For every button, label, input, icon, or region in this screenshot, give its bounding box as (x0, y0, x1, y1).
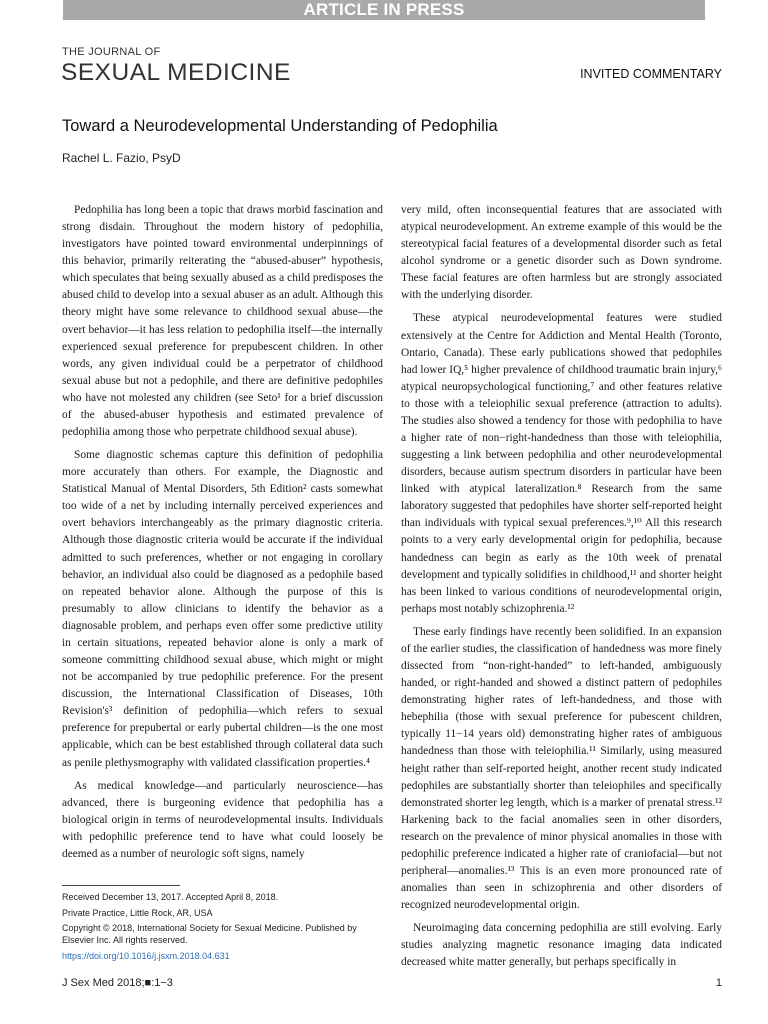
article-title: Toward a Neurodevelopmental Understanding of Pedophilia (62, 117, 498, 135)
body-paragraph: Some diagnostic schemas capture this definition of pedophilia more accurately than others. For example, the Diagnostic and Statistical Manual of Mental Disorders, 5th Edition² casts somewhat too wide of a net by including internally perceived experiences and overt behaviors interchangeably as the primary diagnostic criteria. Although those diagnostic criteria would be accurate if the individual admitted to such preferences, whether or not engaging in corollary behavior, an individual also could be diagnosed as a pedophile based on repeated behavior alone. Although the purpose of this is presumably to allow clinicians to identify the behavior as a diagnosable problem, and perhaps even offer some predictive utility in certain situations, repeated behavior alone is only a mark of someone committing childhood sexual abuse, which might or might not be accompanied by true pedophilic preference. For the present discussion, the International Classification of Diseases, 10th Revision's³ definition of pedophilia—which refers to sexual preference for prepubertal or early pubertal children—is the one most applicable, which can be best established through collateral data such as penile plethysmography with validated classification properties.⁴ (62, 449, 383, 769)
body-paragraph: Pedophilia has long been a topic that draws morbid fascination and strong disdain. Throughout the modern history of pedophilia, investigators have pointed toward environmental underpinnings of this behavior, primarily reiterating the “abused-abuser” hypothesis, which speculates that being sexually abused as a child predisposes the abused child to develop into a sexual abuser as an adult. Although this theory might have some relevance to childhood sexual abuse—the overt behavior—it has less relation to pedophilia itself—the internally experienced sexual preference for prepubescent children. In other words, any given individual could be a perpetrator of childhood sexual abuse but not a pedophile, and there are definitive pedophiles who have not molested any children (see Seto¹ for a brief discussion of the abused-abuser hypothesis and estimated prevalence of pedophilia among those who perpetrate childhood sexual abuse). (62, 204, 383, 439)
section-label: INVITED COMMENTARY (580, 67, 722, 81)
journal-name: SEXUAL MEDICINE (61, 59, 291, 86)
footnote-divider (62, 885, 180, 886)
author-affiliation: Private Practice, Little Rock, AR, USA (62, 907, 213, 918)
body-paragraph: very mild, often inconsequential features that are associated with atypical neurodevelopment. An extreme example of this would be the stereotypical facial features of a developmental disorder such as fetal alcohol syndrome or a genetic disorder such as Down syndrome. These facial features are often harmless but are strongly associated with the underlying disorder. (401, 204, 722, 302)
article-author: Rachel L. Fazio, PsyD (62, 151, 181, 165)
journal-citation: J Sex Med 2018;■:1−3 (62, 977, 173, 989)
body-column-right (401, 202, 722, 971)
body-paragraph: Neuroimaging data concerning pedophilia are still evolving. Early studies analyzing magnetic resonance imaging data indicated decreased white matter generally, but perhaps specifically in (401, 922, 722, 969)
copyright-notice: Copyright © 2018, International Society for Sexual Medicine. Published by Elsevier Inc. All rights reserved. (62, 923, 357, 945)
received-date: Received December 13, 2017. Accepted April 8, 2018. (62, 892, 279, 902)
page-number: 1 (715, 977, 722, 989)
footnotes (62, 891, 383, 962)
article-in-press-banner: ARTICLE IN PRESS (63, 0, 705, 20)
doi-link[interactable]: https://doi.org/10.1016/j.jsxm.2018.04.631 (62, 950, 230, 961)
body-paragraph: These atypical neurodevelopmental features were studied extensively at the Centre for Addiction and Mental Health (Toronto, Ontario, Canada). These early publications showed that pedophiles had lower IQ,⁵ higher prevalence of childhood traumatic brain injury,⁶ atypical neuropsychological functioning,⁷ and other features relative to those with a teleiophilic sexual preference (attraction to adults). The studies also showed a tendency for those with pedophilia to have a higher rate of non−right-handedness than those with teleiophilia, suggesting a link between pedophilia and other neurodevelopmental disorders, because autism spectrum disorders in particular have been linked with atypical lateralization.⁸ Research from the same laboratory suggested that pedophiles have shorter self-reported height than individuals with typical sexual preferences.⁹,¹⁰ All this research points to a very early developmental origin for pedophilia, because handedness can begin as early as the 10th week of prenatal development and typically solidifies in childhood,¹¹ and shorter height has been linked to various conditions of neurodevelopmental origin, perhaps most notably schizophrenia.¹² (401, 312, 722, 615)
body-column-left (62, 202, 383, 863)
body-paragraph: As medical knowledge—and particularly neuroscience—has advanced, there is burgeoning evidence that pedophilia has a biological origin in terms of neurodevelopmental insults. Individuals with pedophilic preference tend to have what could loosely be deemed as a number of neurologic soft signs, namely (62, 779, 383, 860)
body-paragraph: These early findings have recently been solidified. In an expansion of the earlier studies, the classification of handedness was more finely dissected from “non-right-handed” to left-handed, ambiguously handed, or right-handed and showed a distinct pattern of pedophiles demonstrating higher rates of left-handedness, and those with hebephilia (those with sexual preference for pubescent children, typically 11−14 years old) demonstrating higher rates of ambiguous handedness than those with teleiophilia.¹¹ Similarly, using measured height rather than self-reported height, another recent study indicated pedophiles are substantially shorter than teleiophiles and specifically demonstrated shorter leg length, which is a marker of prenatal stress.¹² Harkening back to the facial anomalies seen in other disorders, research on the prevalence of minor physical anomalies in those with pedophilic preference indicated a higher rate of craniofacial—but not peripheral—anomalies.¹³ This is an even more pronounced rate of anomalies than seen in schizophrenia and other disorders of recognized neurodevelopmental origin. (401, 625, 722, 912)
journal-prefix: THE JOURNAL OF (62, 46, 161, 58)
